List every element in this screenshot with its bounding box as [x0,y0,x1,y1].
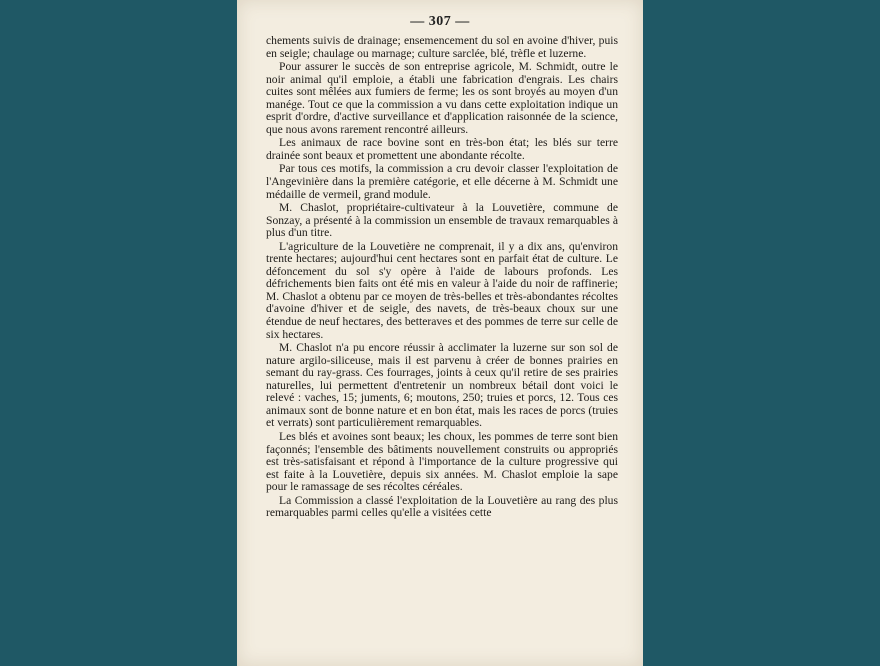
paragraph: M. Chaslot, propriétaire-cultivateur à la Louvetière, commune de Sonzay, a présenté à la commission un ensemble de travaux remarquables à plus d'un titre. [266,201,618,240]
paragraph: Pour assurer le succès de son entreprise agricole, M. Schmidt, outre le noir animal qu'il emploie, a établi une fabrication d'engrais. Les chairs cuites sont mêlées aux fumiers de ferme; les os sont broyés au moyen d'un manége. Tout ce que la commission a vu dans cette exploitation indique un esprit d'ordre, d'active surveillance et d'application raisonnée de la science, que nous avons rarement rencontré ailleurs. [266,60,618,136]
paragraph: Par tous ces motifs, la commission a cru devoir classer l'exploitation de l'Angevinière dans la première catégorie, et elle décerne à M. Schmidt une médaille de vermeil, grand module. [266,162,618,201]
page-number: — 307 — [410,14,470,29]
paragraph: Les animaux de race bovine sont en très-bon état; les blés sur terre drainée sont beaux et promettent une abondante récolte. [266,136,618,162]
paragraph: chements suivis de drainage; ensemencement du sol en avoine d'hiver, puis en seigle; chaulage ou marnage; culture sarclée, blé, trèfle et luzerne. [266,34,618,60]
paragraph: Les blés et avoines sont beaux; les choux, les pommes de terre sont bien façonnés; l'ensemble des bâtiments nouvellement construits ou appropriés est très-satisfaisant et répond à l'importance de la culture progressive qui est faite à la Louvetière, depuis six années. M. Chaslot emploie la sape pour le ramassage de ses récoltes céréales. [266,429,618,494]
paragraph: M. Chaslot n'a pu encore réussir à acclimater la luzerne sur son sol de nature argilo-siliceuse, mais il est parvenu à créer de bonnes prairies en semant du ray-grass. Ces fourrages, joints à ceux qu'il retire de ses prairies naturelles, lui permettent d'entretenir un nombreux bétail dont voici le relevé : vaches, 15; juments, 6; moutons, 250; truies et porcs, 12. Tous ces animaux sont de bonne nature et en bon état, mais les races de porcs (truies et verrats) sont particulièrement remarquables. [266,341,618,430]
paragraph: L'agriculture de la Louvetière ne comprenait, il y a dix ans, qu'environ trente hectares; aujourd'hui cent hectares sont en parfait état de culture. Le défoncement du sol s'y opère à l'aide de labours profonds. Les défrichements bien faits ont été mis en valeur à l'aide du noir de raffinerie; M. Chaslot a obtenu par ce moyen de très-belles et très-abondantes récoltes d'avoine d'hiver et de seigle, des navets, de très-beaux choux sur une étendue de neuf hectares, des betteraves et des pommes de terre sur celle de six hectares. [266,239,618,341]
book-page [237,0,643,666]
page-body [266,35,618,520]
paragraph: La Commission a classé l'exploitation de la Louvetière au rang des plus remarquables parmi celles qu'elle a visitées cette [266,493,618,520]
